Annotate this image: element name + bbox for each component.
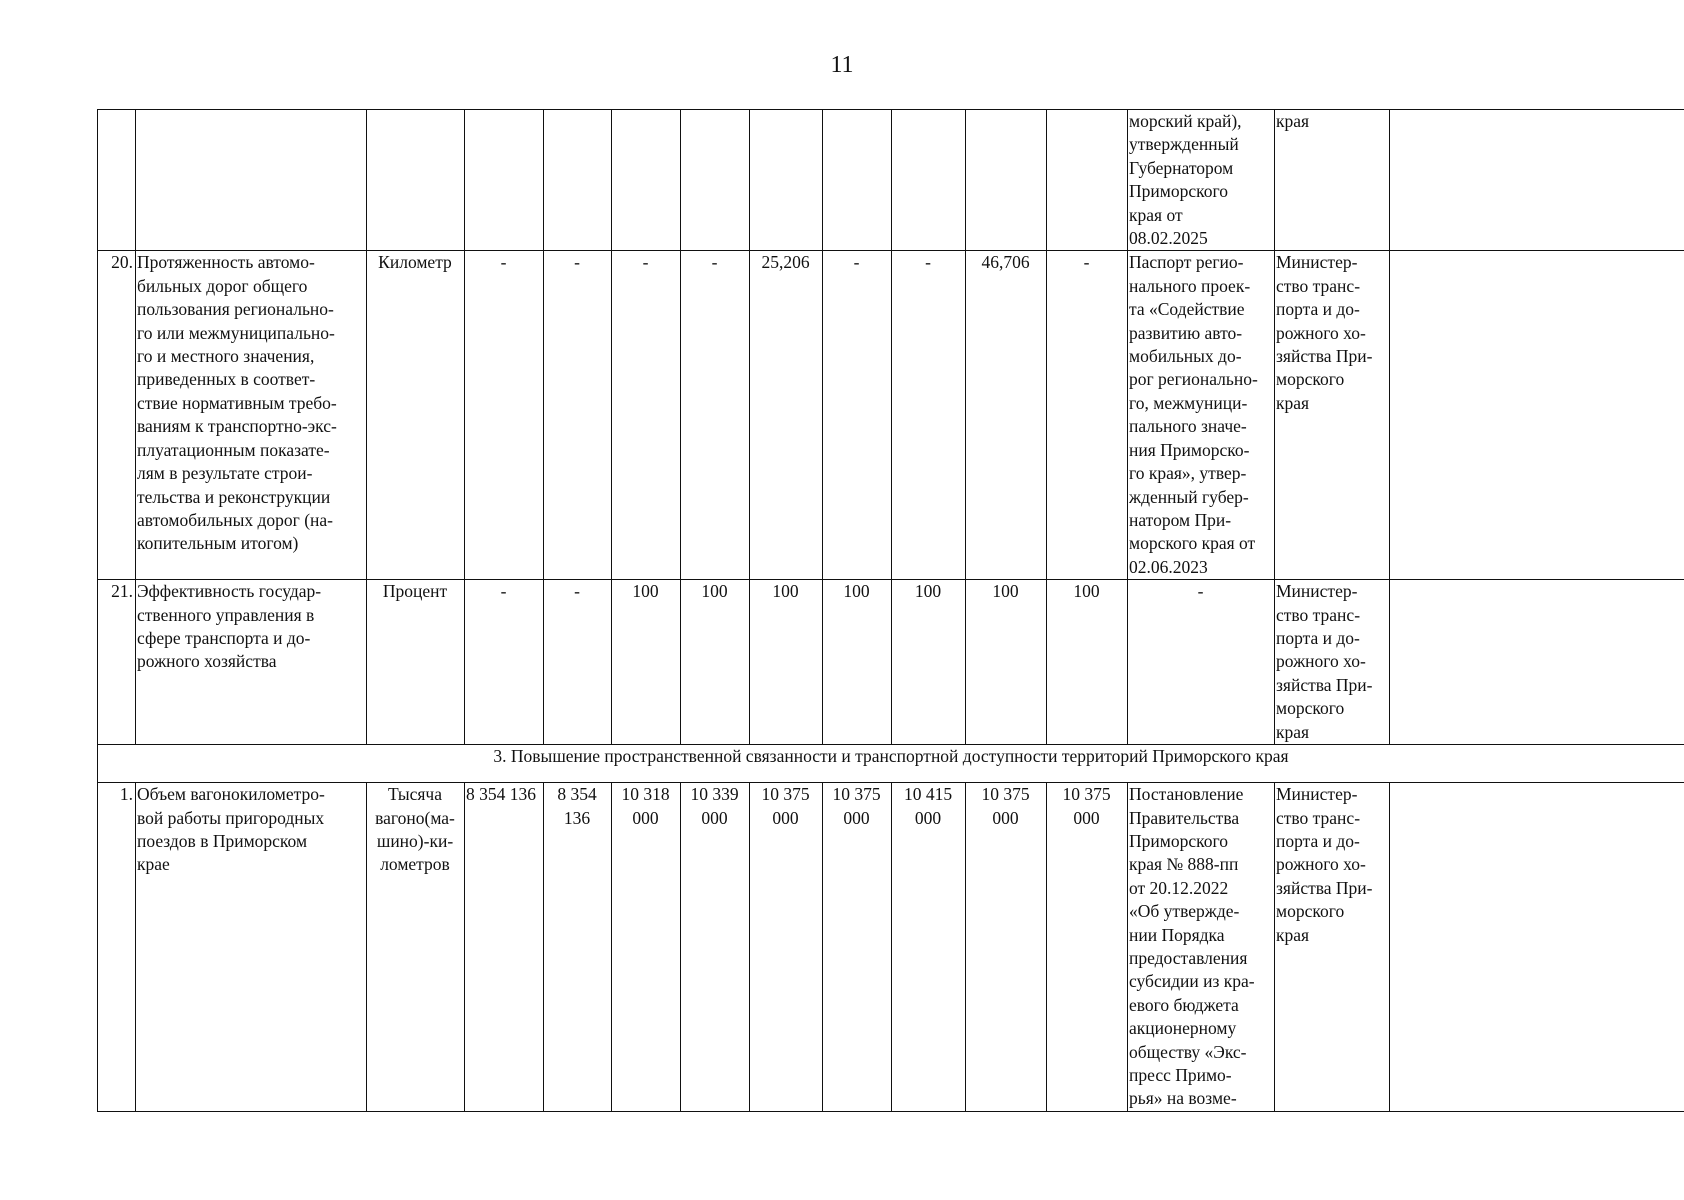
cell-document: - — [1128, 580, 1275, 745]
table-row — [98, 251, 1684, 580]
cell-extra — [1390, 251, 1684, 580]
cell-value: 10 375 000 — [1047, 783, 1128, 1112]
section-header-row — [98, 745, 1684, 783]
table-row — [98, 580, 1684, 745]
cell-value: - — [465, 580, 544, 745]
cell-responsible: Министер- ство транс- порта и до- рожного хо- зяйства При- морского края — [1275, 580, 1390, 745]
cell-value: 100 — [612, 580, 681, 745]
cell-value: 10 375 000 — [823, 783, 892, 1112]
cell-value: - — [465, 251, 544, 580]
cell-value: - — [1047, 251, 1128, 580]
cell-value: - — [823, 251, 892, 580]
cell-value: 10 415 000 — [892, 783, 966, 1112]
cell-unit: Процент — [367, 580, 465, 745]
cell-num: 21. — [98, 580, 136, 745]
table-row — [98, 110, 1684, 251]
cell-responsible: Министер- ство транс- порта и до- рожного хо- зяйства При- морского края — [1275, 251, 1390, 580]
cell-value: 8 354 136 — [544, 783, 612, 1112]
cell-value: - — [612, 251, 681, 580]
cell-value: 46,706 — [966, 251, 1047, 580]
cell-value: 10 375 000 — [966, 783, 1047, 1112]
cell-value: 100 — [750, 580, 823, 745]
cell-name: Эффективность государ- ственного управления в сфере транспорта и до- рожного хозяйства — [136, 580, 367, 745]
cell-value: 100 — [1047, 580, 1128, 745]
cell-document: Паспорт регио- нального проек- та «Содействие развитию авто- мобильных до- рог регионально- го, межмуници- пального значе- ния Приморско- го края», утвер- жденный губер- натором При- морского края от 02.06.2023 — [1128, 251, 1275, 580]
cell-value: 100 — [892, 580, 966, 745]
table-row — [98, 783, 1684, 1112]
cell-value: 10 375 000 — [750, 783, 823, 1112]
cell-extra — [1390, 580, 1684, 745]
cell-document: морский край), утвержденный Губернатором Приморского края от 08.02.2025 — [1128, 110, 1275, 251]
cell-value: 8 354 136 — [465, 783, 544, 1112]
cell-extra — [1390, 110, 1684, 251]
cell-name: Протяженность автомо- бильных дорог общего пользования регионально- го или межмуниципально- го и местного значения, приведенных в соответ- ствие нормативным требо- ваниям к транспортно-экс- плуатационным показате- лям в результате строи- тельства и реконструкции автомобильных дорог (на- копительным итогом) — [136, 251, 367, 580]
cell-num: 1. — [98, 783, 136, 1112]
cell-value: - — [544, 251, 612, 580]
cell-responsible: Министер- ство транс- порта и до- рожного хо- зяйства При- морского края — [1275, 783, 1390, 1112]
cell-name — [136, 110, 367, 251]
cell-value: - — [892, 251, 966, 580]
cell-value: 25,206 — [750, 251, 823, 580]
page-number: 11 — [830, 52, 854, 78]
cell-value: - — [681, 251, 750, 580]
cell-unit: Тысяча вагоно(ма- шино)-ки- лометров — [367, 783, 465, 1112]
cell-name: Объем вагонокилометро- вой работы пригородных поездов в Приморском крае — [136, 783, 367, 1112]
cell-document: Постановление Правительства Приморского края № 888-пп от 20.12.2022 «Об утвержде- нии Порядка предоставления субсидии из кра- евого бюджета акционерному обществу «Экс- пресс Примо- рья» на возме- — [1128, 783, 1275, 1112]
cell-num — [98, 110, 136, 251]
cell-value: - — [544, 580, 612, 745]
cell-value: 10 339 000 — [681, 783, 750, 1112]
cell-unit — [367, 110, 465, 251]
cell-num: 20. — [98, 251, 136, 580]
cell-unit: Километр — [367, 251, 465, 580]
cell-extra — [1390, 783, 1684, 1112]
indicators-table — [97, 109, 1684, 1112]
cell-value: 100 — [823, 580, 892, 745]
cell-value: 10 318 000 — [612, 783, 681, 1112]
cell-value: 100 — [966, 580, 1047, 745]
cell-responsible: края — [1275, 110, 1390, 251]
section-title: 3. Повышение пространственной связанности и транспортной доступности территорий Приморского края — [98, 745, 1684, 783]
cell-value: 100 — [681, 580, 750, 745]
